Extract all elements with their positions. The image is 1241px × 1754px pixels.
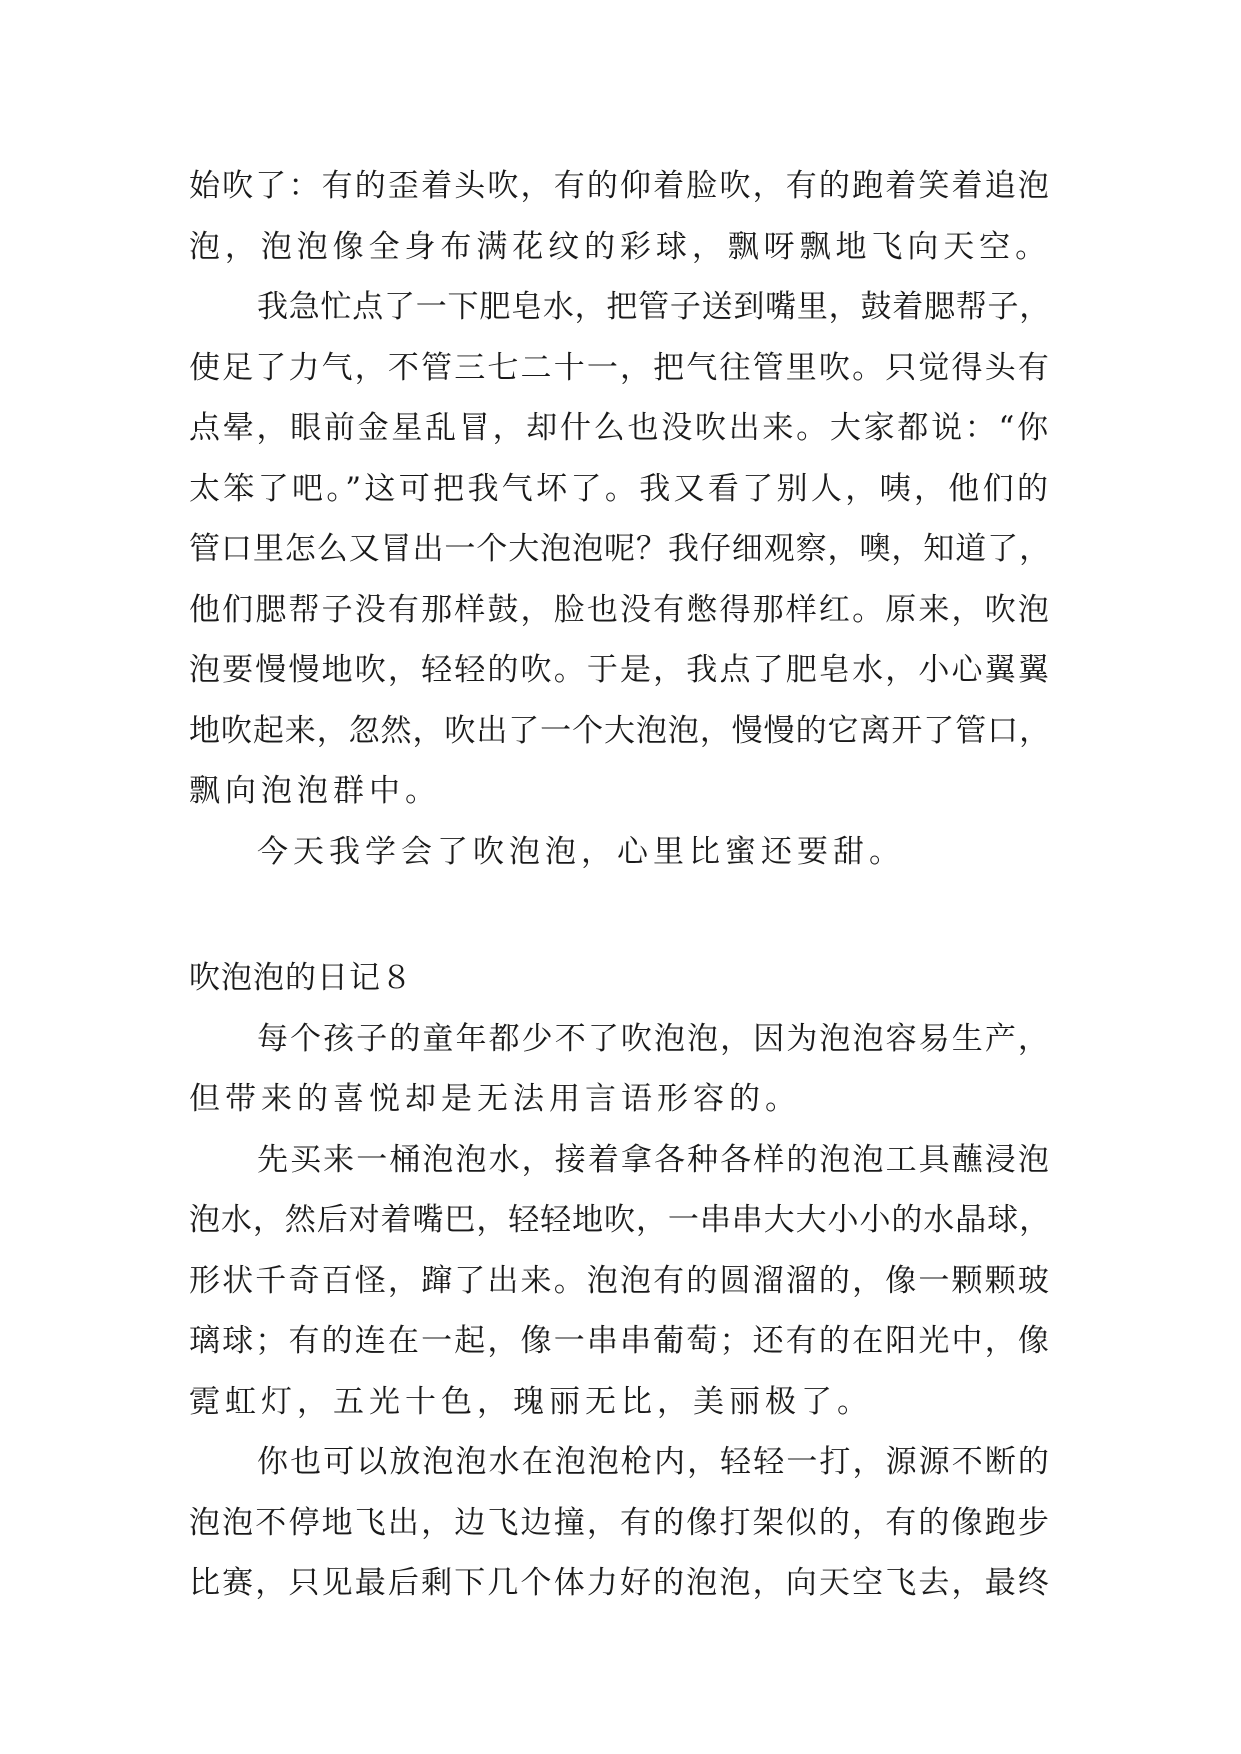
- text-line: 他们腮帮子没有那样鼓，脸也没有憋得那样红。原来，吹泡: [189, 591, 1051, 628]
- text-line: 每个孩子的童年都少不了吹泡泡，因为泡泡容易生产，: [257, 1020, 1051, 1057]
- text-line: 先买来一桶泡泡水，接着拿各种各样的泡泡工具蘸浸泡: [257, 1141, 1051, 1178]
- paragraph: [189, 156, 1051, 277]
- text-line: 使足了力气，不管三七二十一，把气往管里吹。只觉得头有: [189, 349, 1051, 386]
- paragraph: [189, 1130, 1051, 1433]
- text-line: 泡要慢慢地吹，轻轻的吹。于是，我点了肥皂水，小心翼翼: [189, 652, 1051, 688]
- section-title: 吹泡泡的日记８: [189, 960, 413, 996]
- text-line: 太笨了吧。”这可把我气坏了。我又看了别人，咦，他们的: [189, 470, 1052, 507]
- text-line: 飘向泡泡群中。: [189, 773, 441, 809]
- paragraph: [189, 1009, 1051, 1130]
- text-line: 泡泡不停地飞出，边飞边撞，有的像打架似的，有的像跑步: [189, 1504, 1051, 1541]
- text-line: 我急忙点了一下肥皂水，把管子送到嘴里，鼓着腮帮子，: [257, 289, 1051, 325]
- paragraph: [189, 277, 1051, 822]
- text-line: 你也可以放泡泡水在泡泡枪内，轻轻一打，源源不断的: [257, 1444, 1051, 1480]
- document-body: [189, 156, 1051, 1614]
- text-line: 泡水，然后对着嘴巴，轻轻地吹，一串串大大小小的水晶球，: [189, 1202, 1051, 1238]
- paragraph: [189, 822, 1051, 883]
- text-line: 今天我学会了吹泡泡，心里比蜜还要甜。: [257, 833, 905, 870]
- text-line: 点晕，眼前金星乱冒，却什么也没吹出来。大家都说：“你: [189, 410, 1051, 446]
- text-line: 始吹了：有的歪着头吹，有的仰着脸吹，有的跑着笑着追泡: [189, 168, 1051, 204]
- text-line: 泡，泡泡像全身布满花纹的彩球，飘呀飘地飞向天空。: [189, 228, 1051, 265]
- text-line: 霓虹灯，五光十色，瑰丽无比，美丽极了。: [189, 1383, 873, 1420]
- text-line: 比赛，只见最后剩下几个体力好的泡泡，向天空飞去，最终: [189, 1565, 1051, 1601]
- text-line: 地吹起来，忽然，吹出了一个大泡泡，慢慢的它离开了管口，: [189, 712, 1051, 749]
- section-spacer: [189, 882, 1051, 948]
- text-line: 形状千奇百怪，蹿了出来。泡泡有的圆溜溜的，像一颗颗玻: [189, 1262, 1051, 1299]
- text-line: 但带来的喜悦却是无法用言语形容的。: [189, 1081, 801, 1117]
- text-line: 璃球；有的连在一起，像一串串葡萄；还有的在阳光中，像: [189, 1323, 1051, 1359]
- paragraph: [189, 1432, 1051, 1614]
- text-line: 管口里怎么又冒出一个大泡泡呢？我仔细观察，噢，知道了，: [189, 531, 1051, 567]
